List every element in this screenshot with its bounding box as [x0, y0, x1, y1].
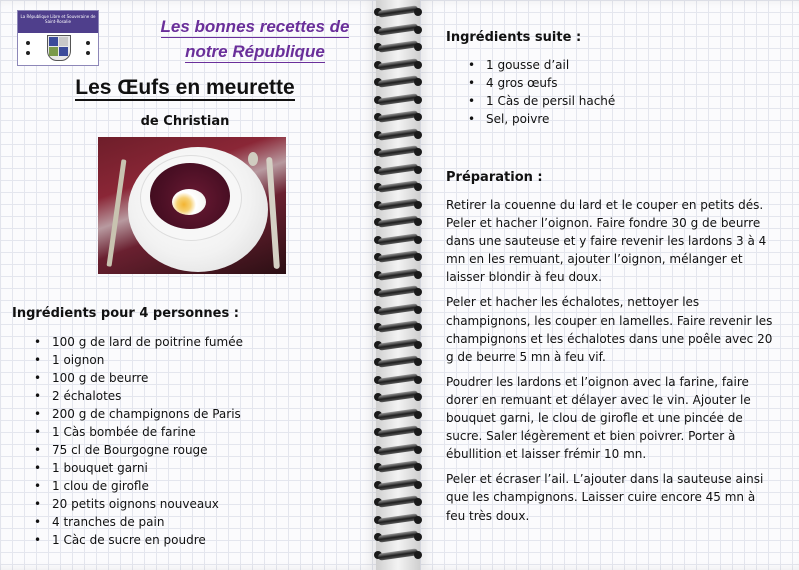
spiral-ring-icon [378, 216, 418, 228]
fork-icon [107, 159, 127, 267]
ingredient-item: • 1 oignon [30, 351, 243, 369]
site-title-line2: notre République [185, 42, 325, 61]
preparation-paragraph: Poudrer les lardons et l’oignon avec la farine, faire dorer en remuant et délayer avec le vin. Ajouter le bouquet garni, le clou de girofle et une pincée de sucre. Saler légèrement et bien poivrer. Porter à ébullition et laisser frémir 10 mn. [446, 374, 751, 462]
spiral-ring-icon [378, 514, 418, 526]
ingredients-continued-list [464, 56, 615, 128]
spiral-ring-icon [378, 479, 418, 491]
logo-banner: La République Libre et Souveraine de Saint-Rosalie [18, 11, 98, 33]
preparation-heading: Préparation : [446, 170, 543, 185]
ingredient-item: • 1 bouquet garni [30, 459, 243, 477]
spiral-ring-icon [378, 531, 418, 543]
ingredient-item: • 1 Càc de sucre en poudre [30, 531, 243, 549]
spiral-ring-icon [378, 251, 418, 263]
crest-icon [47, 35, 71, 61]
ingredients-heading: Ingrédients pour 4 personnes : [12, 306, 239, 321]
ingredient-item: • 1 Càs bombée de farine [30, 423, 243, 441]
spiral-ring-icon [378, 24, 418, 36]
ingredient-item: • 200 g de champignons de Paris [30, 405, 243, 423]
ingredient-item: • 20 petits oignons nouveaux [30, 495, 243, 513]
spiral-ring-icon [378, 356, 418, 368]
preparation-paragraph: Peler et hacher les échalotes, nettoyer les champignons, les couper en lamelles. Faire revenir les champignons et les échalotes dans une poêle avec 20 g de beurre 5 mn à feu vif. [446, 295, 773, 364]
republic-logo [17, 10, 99, 66]
spiral-binding [376, 0, 420, 570]
ingredient-item: • 2 échalotes [30, 387, 243, 405]
logo-dot-icon [26, 41, 30, 45]
ingredients-list [30, 333, 243, 549]
ingredient-item: • 1 Càs de persil haché [464, 92, 615, 110]
recipe-title [0, 76, 370, 100]
spiral-ring-icon [378, 111, 418, 123]
spiral-ring-icon [378, 129, 418, 141]
spiral-ring-icon [378, 286, 418, 298]
spiral-ring-icon [378, 94, 418, 106]
logo-dot-icon [26, 51, 30, 55]
ingredient-item: • 100 g de beurre [30, 369, 243, 387]
recipe-title-text: Les Œufs en meurette [75, 76, 295, 99]
spiral-ring-icon [378, 76, 418, 88]
spiral-ring-icon [378, 391, 418, 403]
ingredient-item: • 4 gros œufs [464, 74, 615, 92]
spiral-ring-icon [378, 339, 418, 351]
preparation-paragraph: Retirer la couenne du lard et le couper en petits dés. Peler et hacher l’oignon. Faire fondre 30 g de beurre dans une sauteuse et y faire revenir les lardons 3 à 4 mn en les remuant, ajouter l’oignon, mélanger et laisser blondir à feu doux. [446, 198, 767, 285]
spiral-ring-icon [378, 59, 418, 71]
spiral-ring-icon [378, 444, 418, 456]
logo-dot-icon [86, 51, 90, 55]
site-title [140, 14, 370, 64]
spiral-ring-icon [378, 549, 418, 561]
dish-photo [98, 137, 286, 274]
spiral-ring-icon [378, 199, 418, 211]
spiral-ring-icon [378, 269, 418, 281]
spiral-ring-icon [378, 234, 418, 246]
spoon-icon [248, 152, 258, 166]
ingredients-continued-heading: Ingrédients suite : [446, 30, 582, 45]
ingredient-item: • 4 tranches de pain [30, 513, 243, 531]
site-title-line1: Les bonnes recettes de [160, 17, 350, 36]
ingredient-item: • Sel, poivre [464, 110, 615, 128]
spiral-ring-icon [378, 321, 418, 333]
ingredient-item: • 1 gousse d’ail [464, 56, 615, 74]
recipe-author: de Christian [140, 114, 230, 129]
ingredient-item: • 1 clou de girofle [30, 477, 243, 495]
spiral-ring-icon [378, 164, 418, 176]
spiral-ring-icon [378, 461, 418, 473]
knife-icon [266, 157, 280, 269]
poached-egg [172, 189, 206, 215]
spiral-ring-icon [378, 409, 418, 421]
ingredient-item: • 100 g de lard de poitrine fumée [30, 333, 243, 351]
spiral-ring-icon [378, 6, 418, 18]
ingredient-item: • 75 cl de Bourgogne rouge [30, 441, 243, 459]
spiral-ring-icon [378, 304, 418, 316]
spiral-ring-icon [378, 496, 418, 508]
preparation-steps [446, 196, 776, 532]
logo-dot-icon [86, 41, 90, 45]
preparation-paragraph: Peler et écraser l’ail. L’ajouter dans la sauteuse ainsi que les champignons. Laisser cuire encore 45 mn à feu très doux. [446, 472, 764, 523]
spiral-ring-icon [378, 146, 418, 158]
spiral-ring-icon [378, 426, 418, 438]
spiral-ring-icon [378, 374, 418, 386]
spiral-ring-icon [378, 181, 418, 193]
spiral-ring-icon [378, 41, 418, 53]
